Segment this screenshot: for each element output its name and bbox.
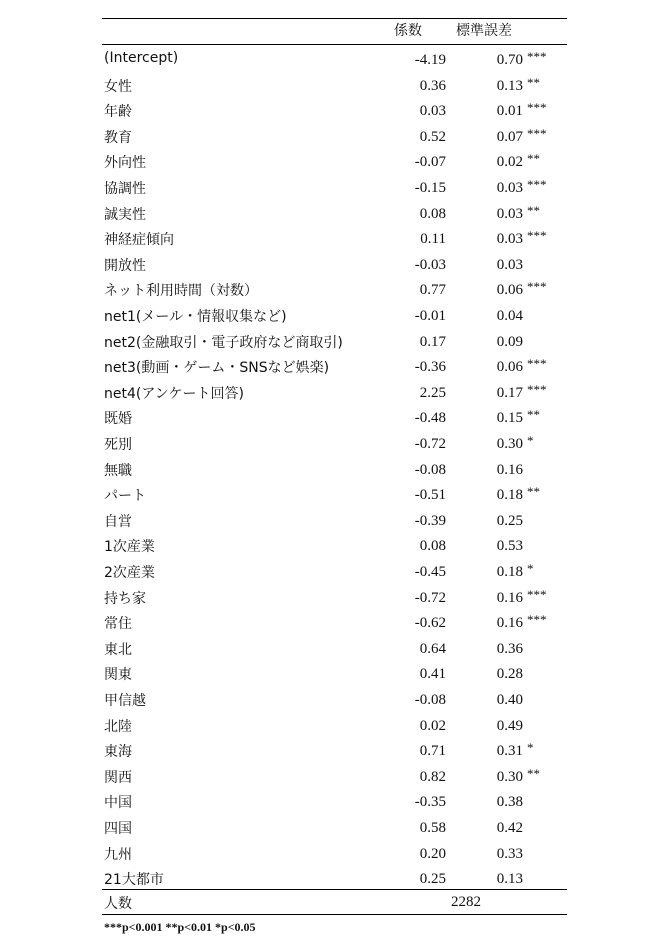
row-label: net3(動画・ゲーム・SNSなど娯楽) xyxy=(104,360,330,377)
row-label: 無職 xyxy=(104,462,132,479)
coef-cell: 0.36 xyxy=(419,77,446,94)
row-label: 関西 xyxy=(104,769,132,786)
row-label: 常住 xyxy=(104,616,132,633)
coef-cell: -0.15 xyxy=(414,180,446,196)
coef-cell: 2.25 xyxy=(419,384,446,401)
table-row xyxy=(102,225,567,251)
se-cell: 0.18 xyxy=(496,487,523,504)
se-cell: 0.42 xyxy=(496,820,523,836)
coef-cell: -0.01 xyxy=(414,308,446,324)
row-label: net1(メール・情報収集など) xyxy=(104,309,287,325)
row-label: 女性 xyxy=(104,78,132,95)
se-cell: 0.01 xyxy=(496,103,523,120)
sig-cell: *** xyxy=(527,49,547,64)
se-cell: 0.49 xyxy=(496,717,523,734)
se-cell: 0.28 xyxy=(496,666,523,683)
sig-cell: *** xyxy=(527,356,547,372)
sig-cell: *** xyxy=(527,612,547,628)
row-label: 1次産業 xyxy=(104,539,155,556)
row-label: net4(アンケート回答) xyxy=(104,385,244,402)
coef-cell: -0.72 xyxy=(414,589,446,606)
coef-cell: -0.07 xyxy=(414,154,446,171)
sig-cell: ** xyxy=(527,74,540,90)
row-label: 四国 xyxy=(104,821,132,837)
se-cell: 0.70 xyxy=(496,52,523,68)
table-row xyxy=(102,46,567,72)
sig-cell: *** xyxy=(527,279,547,295)
table-row xyxy=(102,788,567,814)
se-cell: 0.25 xyxy=(496,512,523,529)
se-cell: 0.18 xyxy=(496,564,523,580)
se-cell: 0.17 xyxy=(496,384,523,401)
sig-cell: ** xyxy=(527,484,540,500)
coef-cell: -0.39 xyxy=(414,512,446,529)
table-row xyxy=(102,712,567,738)
row-label: 協調性 xyxy=(104,181,146,197)
table-row xyxy=(102,660,567,686)
coef-cell: 0.03 xyxy=(419,103,446,120)
row-label: 教育 xyxy=(104,129,132,146)
row-label: 開放性 xyxy=(104,257,146,274)
coef-cell: 0.77 xyxy=(419,282,446,299)
se-cell: 0.30 xyxy=(496,436,523,452)
se-cell: 0.13 xyxy=(496,77,523,94)
table-row xyxy=(102,840,567,866)
row-label: 2次産業 xyxy=(104,565,155,581)
table-row xyxy=(102,404,567,430)
table-row xyxy=(102,456,567,482)
coef-cell: 0.02 xyxy=(419,717,446,734)
coef-cell: 0.20 xyxy=(419,845,446,862)
se-cell: 0.16 xyxy=(496,589,523,606)
coef-cell: 0.17 xyxy=(419,333,446,350)
row-label: 九州 xyxy=(104,846,132,863)
se-cell: 0.38 xyxy=(496,794,523,811)
row-label: 既婚 xyxy=(104,411,132,428)
table-row xyxy=(102,328,567,354)
row-label: 関東 xyxy=(104,667,132,684)
row-label: 東海 xyxy=(104,744,132,761)
sig-cell: ** xyxy=(527,765,540,781)
se-cell: 0.16 xyxy=(496,461,523,478)
table-row xyxy=(102,507,567,533)
sig-cell: * xyxy=(527,740,534,756)
coef-header: 係数 xyxy=(394,23,422,39)
coef-cell: 0.58 xyxy=(419,820,446,836)
significance-note: ***p<0.001 **p<0.01 *p<0.05 xyxy=(104,920,256,934)
row-label: 中国 xyxy=(104,795,132,812)
coef-cell: -0.45 xyxy=(414,564,446,580)
table-row xyxy=(102,481,567,507)
se-cell: 0.15 xyxy=(496,410,523,427)
coef-cell: -0.62 xyxy=(414,615,446,632)
row-label: 神経症傾向 xyxy=(104,232,174,249)
table-row xyxy=(102,200,567,226)
row-label: 年齢 xyxy=(104,104,132,121)
sig-cell: *** xyxy=(527,228,547,244)
table-row xyxy=(102,251,567,277)
se-cell: 0.03 xyxy=(496,205,523,222)
coef-cell: -0.51 xyxy=(414,487,446,504)
n-label: 人数 xyxy=(104,896,132,912)
row-label: ネット利用時間（対数） xyxy=(104,283,258,300)
se-header: 標準誤差 xyxy=(456,23,512,39)
table-row xyxy=(102,148,567,174)
coef-cell: -0.36 xyxy=(414,359,446,376)
row-label: 北陸 xyxy=(104,718,132,735)
row-label: (Intercept) xyxy=(104,50,179,66)
header-rule xyxy=(102,44,567,45)
se-cell: 0.06 xyxy=(496,282,523,299)
sig-cell: ** xyxy=(527,151,540,167)
coef-cell: 0.82 xyxy=(419,768,446,785)
row-label: net2(金融取引・電子政府など商取引) xyxy=(104,334,343,351)
coef-cell: 0.52 xyxy=(419,128,446,145)
n-row xyxy=(102,890,567,914)
coef-cell: 0.64 xyxy=(419,640,446,657)
se-cell: 0.16 xyxy=(496,615,523,632)
table-row xyxy=(102,72,567,98)
sig-cell: * xyxy=(527,433,534,448)
table-row xyxy=(102,97,567,123)
row-label: 自営 xyxy=(104,513,132,530)
row-label: 外向性 xyxy=(104,155,146,172)
coef-cell: -0.72 xyxy=(414,436,446,452)
table-row xyxy=(102,379,567,405)
se-cell: 0.03 xyxy=(496,231,523,248)
se-cell: 0.33 xyxy=(496,845,523,862)
table-row xyxy=(102,763,567,789)
coef-cell: 0.71 xyxy=(419,743,446,760)
se-cell: 0.31 xyxy=(496,743,523,760)
table-row xyxy=(102,737,567,763)
coef-cell: -0.08 xyxy=(414,692,446,708)
row-label: 死別 xyxy=(104,437,132,453)
table-row xyxy=(102,686,567,712)
sig-cell: *** xyxy=(527,100,547,116)
table-row xyxy=(102,609,567,635)
coef-cell: -0.35 xyxy=(414,794,446,811)
table-row xyxy=(102,635,567,661)
table-row xyxy=(102,532,567,558)
coef-cell: -4.19 xyxy=(414,52,446,68)
sig-cell: *** xyxy=(527,125,547,141)
row-label: 誠実性 xyxy=(104,206,146,223)
se-cell: 0.03 xyxy=(496,180,523,196)
row-label: 甲信越 xyxy=(104,693,146,709)
row-label: パート xyxy=(104,488,146,505)
se-cell: 0.13 xyxy=(496,871,523,888)
coef-cell: -0.03 xyxy=(414,256,446,273)
se-cell: 0.09 xyxy=(496,333,523,350)
se-cell: 0.40 xyxy=(496,692,523,708)
se-cell: 0.03 xyxy=(496,256,523,273)
coef-cell: 0.08 xyxy=(419,538,446,555)
sig-cell: *** xyxy=(527,381,547,397)
se-cell: 0.02 xyxy=(496,154,523,171)
se-cell: 0.30 xyxy=(496,768,523,785)
table-row xyxy=(102,174,567,200)
sig-cell: ** xyxy=(527,407,540,423)
row-label: 東北 xyxy=(104,641,132,658)
table-row xyxy=(102,302,567,328)
coef-cell: 0.25 xyxy=(419,871,446,888)
se-cell: 0.53 xyxy=(496,538,523,555)
sig-cell: *** xyxy=(527,177,547,192)
table-row xyxy=(102,276,567,302)
table-row xyxy=(102,353,567,379)
coef-cell: 0.11 xyxy=(420,231,446,248)
table-row xyxy=(102,814,567,840)
table-row xyxy=(102,123,567,149)
sig-cell: * xyxy=(527,561,534,576)
sig-cell: *** xyxy=(527,586,547,602)
coef-cell: 0.41 xyxy=(419,666,446,683)
table-row xyxy=(102,430,567,456)
n-value: 2282 xyxy=(451,894,481,910)
table-row xyxy=(102,584,567,610)
sig-cell: ** xyxy=(527,202,540,218)
se-cell: 0.04 xyxy=(496,308,523,324)
coef-cell: 0.08 xyxy=(419,205,446,222)
se-cell: 0.07 xyxy=(496,128,523,145)
se-cell: 0.06 xyxy=(496,359,523,376)
table-row xyxy=(102,558,567,584)
coef-cell: -0.48 xyxy=(414,410,446,427)
se-cell: 0.36 xyxy=(496,640,523,657)
row-label: 持ち家 xyxy=(104,590,146,607)
table-row xyxy=(102,865,567,891)
bottom-rule xyxy=(102,914,567,915)
coef-cell: -0.08 xyxy=(414,461,446,478)
row-label: 21大都市 xyxy=(104,872,164,889)
